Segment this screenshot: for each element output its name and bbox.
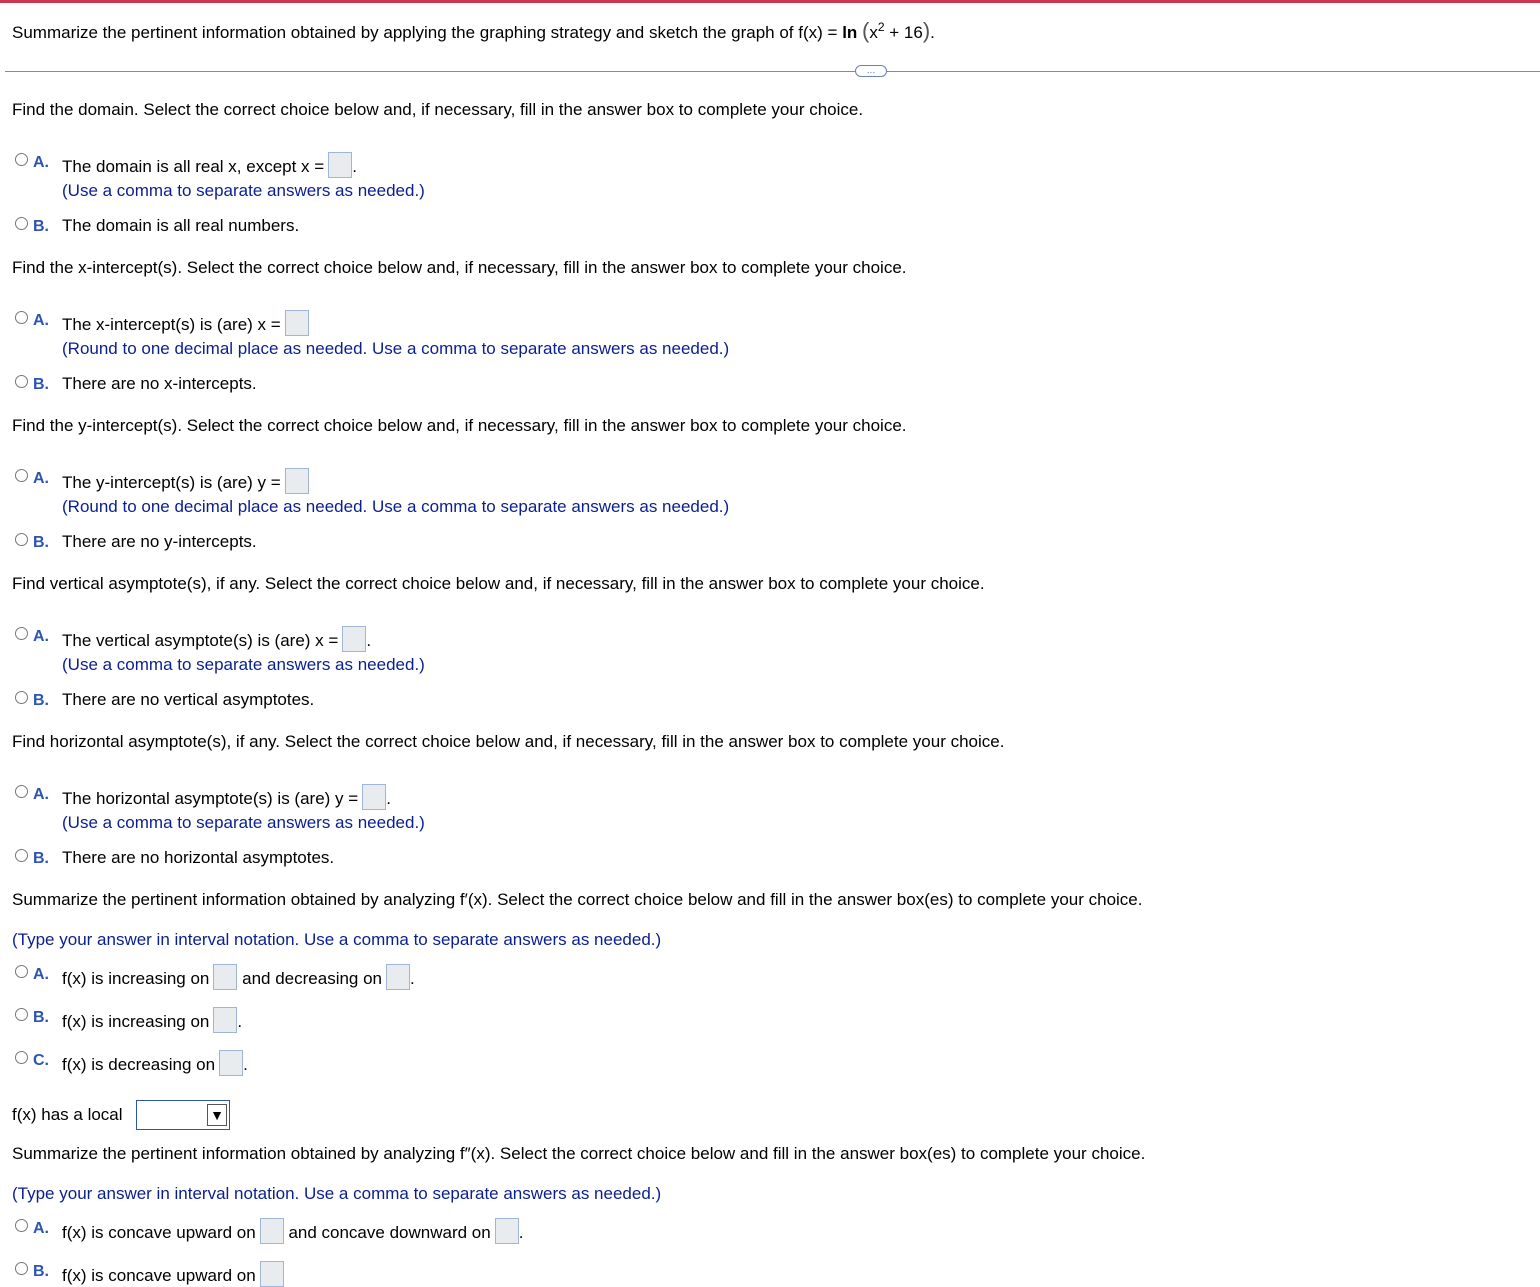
answer-box[interactable] (285, 468, 309, 494)
answer-box-increasing[interactable] (213, 964, 237, 990)
option-letter: C. (33, 1052, 49, 1069)
radio-button[interactable] (15, 153, 28, 166)
radio-button[interactable] (15, 1051, 28, 1064)
period: . (237, 1012, 243, 1031)
period: . (518, 1223, 524, 1242)
option-text: The vertical asymptote(s) is (are) x = (62, 631, 339, 650)
open-paren: ( (862, 18, 870, 43)
option-text: The domain is all real x, except x = (62, 157, 325, 176)
radio-button[interactable] (15, 469, 28, 482)
close-paren: ) (922, 18, 931, 43)
exponent: 2 (877, 20, 885, 34)
x-intercept-hint: (Round to one decimal place as needed. Use a comma to separate answers as needed.) (62, 339, 730, 358)
option-letter: B. (33, 850, 49, 867)
second-derivative-option-a[interactable] (15, 1218, 524, 1242)
header-period: . (930, 23, 935, 42)
option-letter: A. (33, 312, 49, 329)
radio-button[interactable] (15, 217, 28, 230)
option-letter: B. (33, 218, 49, 235)
answer-box[interactable] (362, 784, 386, 810)
radio-button[interactable] (15, 627, 28, 640)
second-derivative-hint: (Type your answer in interval notation. Use a comma to separate answers as needed.) (12, 1184, 662, 1203)
vertical-asymptote-prompt: Find vertical asymptote(s), if any. Select the correct choice below and, if necessary, fill in the answer box to complete your choice. (12, 574, 985, 593)
option-letter: A. (33, 786, 49, 803)
radio-button[interactable] (15, 1262, 28, 1275)
option-text: f(x) is increasing on (62, 1012, 210, 1031)
answer-box[interactable] (219, 1050, 243, 1076)
radio-button[interactable] (15, 965, 28, 978)
header-text: Summarize the pertinent information obtained by applying the graphing strategy and sketch the graph of f(x) = (12, 23, 843, 42)
option-letter: B. (33, 534, 49, 551)
option-text: f(x) is increasing on (62, 969, 210, 988)
answer-box[interactable] (260, 1261, 284, 1287)
horizontal-asymptote-option-a[interactable] (15, 784, 391, 808)
second-derivative-prompt: Summarize the pertinent information obtained by analyzing f″(x). Select the correct choice below and fill in the answer box(es) to complete your choice. (12, 1144, 1146, 1163)
y-intercept-option-a[interactable] (15, 468, 281, 492)
ln-symbol: ln (842, 23, 858, 42)
first-derivative-prompt: Summarize the pertinent information obtained by analyzing f′(x). Select the correct choice below and fill in the answer box(es) to complete your choice. (12, 890, 1143, 909)
option-text: and concave downward on (288, 1223, 491, 1242)
y-intercept-option-b[interactable] (15, 532, 257, 552)
radio-button[interactable] (15, 849, 28, 862)
vertical-asymptote-option-b[interactable] (15, 690, 315, 710)
answer-box-concave-up[interactable] (260, 1218, 284, 1244)
option-text: The y-intercept(s) is (are) y = (62, 473, 281, 492)
period: . (386, 789, 391, 808)
first-derivative-option-b[interactable] (15, 1007, 243, 1031)
first-derivative-option-c[interactable] (15, 1050, 248, 1074)
domain-hint: (Use a comma to separate answers as needed.) (62, 181, 425, 200)
local-extremum-dropdown[interactable] (136, 1100, 230, 1130)
radio-button[interactable] (15, 1008, 28, 1021)
answer-box[interactable] (285, 310, 309, 336)
option-text: f(x) is concave upward on (62, 1223, 256, 1242)
option-letter: B. (33, 1263, 49, 1280)
period: . (352, 157, 357, 176)
first-derivative-hint: (Type your answer in interval notation. Use a comma to separate answers as needed.) (12, 930, 662, 949)
x-intercept-prompt: Find the x-intercept(s). Select the correct choice below and, if necessary, fill in the answer box to complete your choice. (12, 258, 907, 277)
answer-box[interactable] (342, 626, 366, 652)
radio-button[interactable] (15, 1219, 28, 1232)
option-letter: B. (33, 376, 49, 393)
option-letter: A. (33, 1220, 49, 1237)
period: . (366, 631, 372, 650)
radio-button[interactable] (15, 311, 28, 324)
radio-button[interactable] (15, 533, 28, 546)
domain-option-a[interactable] (15, 152, 357, 176)
option-text: and decreasing on (242, 969, 383, 988)
x-intercept-option-b[interactable] (15, 374, 257, 394)
local-extremum-label: f(x) has a local (12, 1105, 123, 1124)
option-letter: B. (33, 692, 49, 709)
vertical-asymptote-hint: (Use a comma to separate answers as needed.) (62, 655, 425, 674)
dropdown-arrow-icon[interactable]: ▼ (207, 1104, 227, 1126)
radio-button[interactable] (15, 375, 28, 388)
more-button[interactable]: … (855, 65, 887, 77)
option-text: f(x) is concave upward on (62, 1266, 256, 1285)
option-letter: A. (33, 470, 49, 487)
option-text: There are no y-intercepts. (62, 532, 257, 551)
horizontal-asymptote-hint: (Use a comma to separate answers as needed.) (62, 813, 425, 832)
question-header (12, 18, 935, 44)
radio-button[interactable] (15, 691, 28, 704)
header-x: x (869, 23, 878, 42)
domain-option-b[interactable] (15, 216, 300, 236)
period: . (243, 1055, 248, 1074)
option-letter: A. (33, 628, 49, 645)
option-letter: B. (33, 1009, 49, 1026)
horizontal-asymptote-prompt: Find horizontal asymptote(s), if any. Select the correct choice below and, if necessary, fill in the answer box to complete your choice. (12, 732, 1005, 751)
option-text: There are no x-intercepts. (62, 374, 257, 393)
option-text: There are no vertical asymptotes. (62, 690, 315, 709)
answer-box-concave-down[interactable] (495, 1218, 519, 1244)
option-text: f(x) is decreasing on (62, 1055, 216, 1074)
answer-box[interactable] (328, 152, 352, 178)
first-derivative-option-a[interactable] (15, 964, 415, 988)
y-intercept-hint: (Round to one decimal place as needed. Use a comma to separate answers as needed.) (62, 497, 730, 516)
answer-box[interactable] (213, 1007, 237, 1033)
domain-prompt: Find the domain. Select the correct choice below and, if necessary, fill in the answer box to complete your choice. (12, 100, 864, 119)
option-text: There are no horizontal asymptotes. (62, 848, 335, 867)
x-intercept-option-a[interactable] (15, 310, 281, 334)
option-text: The x-intercept(s) is (are) x = (62, 315, 281, 334)
top-accent-bar (0, 0, 1540, 3)
y-intercept-prompt: Find the y-intercept(s). Select the correct choice below and, if necessary, fill in the answer box to complete your choice. (12, 416, 907, 435)
vertical-asymptote-option-a[interactable] (15, 626, 372, 650)
header-rest: + 16 (884, 23, 923, 42)
option-letter: A. (33, 154, 49, 171)
horizontal-asymptote-option-b[interactable] (15, 848, 335, 868)
option-text: The horizontal asymptote(s) is (are) y = (62, 789, 359, 808)
answer-box-decreasing[interactable] (386, 964, 410, 990)
option-letter: A. (33, 966, 49, 983)
divider (5, 71, 1540, 72)
radio-button[interactable] (15, 785, 28, 798)
second-derivative-option-b[interactable] (15, 1261, 256, 1285)
period: . (410, 969, 415, 988)
option-text: The domain is all real numbers. (62, 216, 300, 235)
